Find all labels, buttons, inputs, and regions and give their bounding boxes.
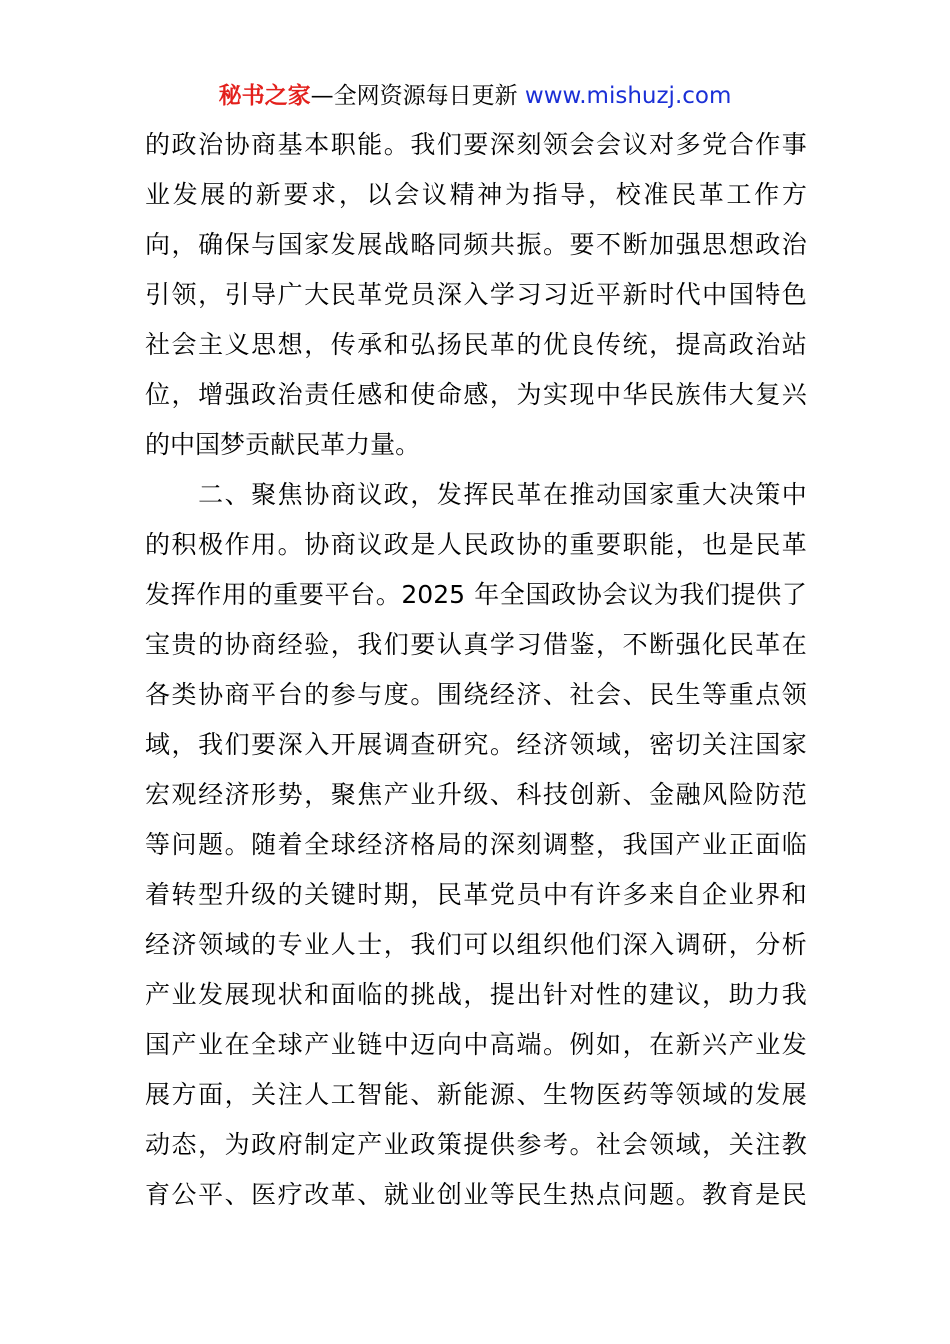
text-line: 域 ， 我 们 要 深 入 开 展 调 查 研 究 。 经 济 领 域 ， 密 切 关 注 国 家 — [145, 730, 807, 759]
text-line: 向 ， 确 保 与 国 家 发 展 战 略 同 频 共 振 。 要 不 断 加 强 思 想 政 治 — [145, 230, 807, 259]
text-line: 产 业 发 展 现 状 和 面 临 的 挑 战 ， 提 出 针 对 性 的 建 议 ， 助 力 我 — [145, 980, 807, 1009]
site-header — [0, 80, 950, 112]
text-line: 经 济 领 域 的 专 业 人 士 ， 我 们 可 以 组 织 他 们 深 入 调 研 ， 分 析 — [145, 930, 807, 959]
site-brand: 秘书之家 — [218, 83, 311, 109]
text-line: 国 产 业 在 全 球 产 业 链 中 迈 向 中 高 端 。 例 如 ， 在 新 兴 产 业 发 — [145, 1030, 807, 1059]
text-line: 展 方 面 ， 关 注 人 工 智 能 、 新 能 源 、 生 物 医 药 等 领 域 的 发 展 — [145, 1080, 807, 1109]
text-line: 引 领 ， 引 导 广 大 民 革 党 员 深 入 学 习 习 近 平 新 时 代 中 国 特 色 — [145, 280, 807, 309]
text-line: 二 、 聚 焦 协 商 议 政 ， 发 挥 民 革 在 推 动 国 家 重 大 决 策 中 — [198, 480, 807, 509]
text-line: 各 类 协 商 平 台 的 参 与 度 。 围 绕 经 济 、 社 会 、 民 生 等 重 点 领 — [145, 680, 807, 709]
text-line: 着 转 型 升 级 的 关 键 时 期 ， 民 革 党 员 中 有 许 多 来 自 企 业 界 和 — [145, 880, 807, 909]
text-line: 位 ， 增 强 政 治 责 任 感 和 使 命 感 ， 为 实 现 中 华 民 族 伟 大 复 兴 — [145, 380, 807, 409]
site-url-link[interactable]: www.mishuzj.com — [524, 83, 732, 109]
text-line: 的 积 极 作 用 。 协 商 议 政 是 人 民 政 协 的 重 要 职 能 ， 也 是 民 革 — [145, 530, 807, 559]
text-line: 发 挥 作 用 的 重 要 平 台 。 2025 年 全 国 政 协 会 议 为 我 们 提 供 了 — [145, 580, 807, 609]
text-line: 育 公 平 、 医 疗 改 革 、 就 业 创 业 等 民 生 热 点 问 题 。 教 育 是 民 — [145, 1180, 807, 1209]
text-line: 宏 观 经 济 形 势 ， 聚 焦 产 业 升 级 、 科 技 创 新 、 金 融 风 险 防 范 — [145, 780, 807, 809]
document-body — [145, 120, 807, 1220]
text-line: 动 态 ， 为 政 府 制 定 产 业 政 策 提 供 参 考 。 社 会 领 域 ， 关 注 教 — [145, 1130, 807, 1159]
text-line: 的 政 治 协 商 基 本 职 能 。 我 们 要 深 刻 领 会 会 议 对 多 党 合 作 事 — [145, 130, 807, 159]
text-line: 社 会 主 义 思 想 ， 传 承 和 弘 扬 民 革 的 优 良 传 统 ， 提 高 政 治 站 — [145, 330, 807, 359]
text-line: 等 问 题 。 随 着 全 球 经 济 格 局 的 深 刻 调 整 ， 我 国 产 业 正 面 临 — [145, 830, 807, 859]
text-line: 宝 贵 的 协 商 经 验 ， 我 们 要 认 真 学 习 借 鉴 ， 不 断 强 化 民 革 在 — [145, 630, 807, 659]
site-slogan: —全网资源每日更新 — [310, 83, 518, 109]
text-line: 的 中 国 梦 贡 献 民 革 力 量 。 — [145, 430, 421, 459]
text-line: 业 发 展 的 新 要 求 ， 以 会 议 精 神 为 指 导 ， 校 准 民 革 工 作 方 — [145, 180, 807, 209]
